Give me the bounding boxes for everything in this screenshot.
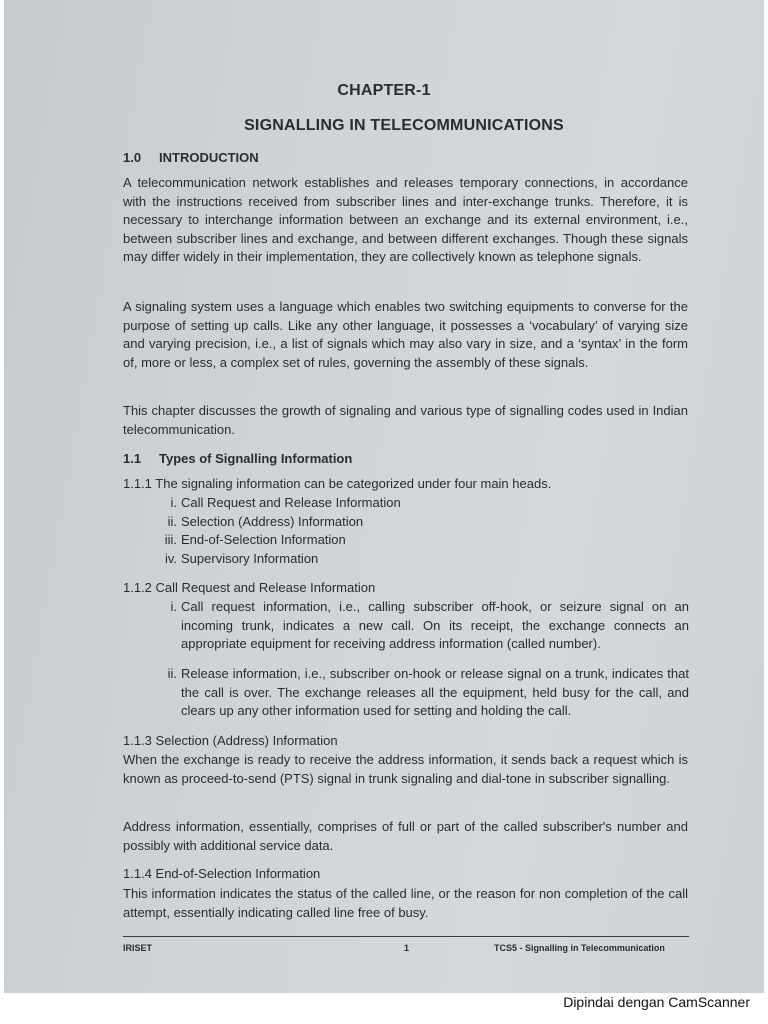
list-item: i. Call request information, i.e., calling subscriber off-hook, or seizure signal on an incoming trunk, indicates a new call. On its receipt, the exchange connects an appropriate equipment for receiving address information (called number). <box>170 599 689 652</box>
list-item: ii. Selection (Address) Information <box>167 513 364 529</box>
footer-page-number: 1 <box>404 943 410 953</box>
paragraph-intro-2: A signaling system uses a language which enables two switching equipments to converse for the purpose of setting up calls. Like any other language, it possesses a ‘vocabulary’ of varying size and varying precision, i.e., a list of signals which may also vary in size, and a ‘syntax’ in the form of, more or less, a complex set of rules, governing the assembly of these signals. <box>123 299 688 370</box>
chapter-title: SIGNALLING IN TELECOMMUNICATIONS <box>244 117 564 134</box>
paragraph-intro-3: This chapter discusses the growth of signaling and various type of signalling codes used in Indian telecommunication. <box>123 403 688 437</box>
chapter-heading: CHAPTER-1 <box>337 82 431 99</box>
section-number: 1.1 <box>123 451 142 466</box>
section-number: 1.0 <box>123 150 142 165</box>
subsection-1-1-1: 1.1.1 The signaling information can be categorized under four main heads. <box>123 476 552 491</box>
subsection-1-1-4: 1.1.4 End-of-Selection Information <box>123 866 321 881</box>
list-item: i. Call Request and Release Information <box>170 495 401 510</box>
footer-org: IRISET <box>123 943 153 953</box>
paragraph-selection-2: Address information, essentially, comprises of full or part of the called subscriber's number and possibly with additional service data. <box>123 819 688 853</box>
footer-course-title: TCS5 - Signalling in Telecommunication <box>494 943 665 953</box>
section-title: Types of Signalling Information <box>159 451 353 466</box>
section-heading-1-0 <box>123 150 259 165</box>
scanned-page <box>4 0 764 993</box>
section-heading-1-1 <box>123 451 352 466</box>
footer-divider <box>123 936 689 937</box>
paragraph-selection-1: When the exchange is ready to receive the address information, it sends back a request which is known as proceed-to-send (PTS) signal in trunk signaling and dial-tone in subscriber signalling. <box>123 752 688 786</box>
scanner-watermark: Dipindai dengan CamScanner <box>563 994 750 1010</box>
subsection-1-1-2: 1.1.2 Call Request and Release Information <box>123 580 376 595</box>
paragraph-end-of-selection: This information indicates the status of the called line, or the reason for non completion of the call attempt, essentially indicating called line free of busy. <box>123 886 688 920</box>
list-signal-categories <box>154 494 401 568</box>
section-title: INTRODUCTION <box>159 150 259 165</box>
list-item: iv. Supervisory Information <box>164 550 319 566</box>
subsection-1-1-3: 1.1.3 Selection (Address) Information <box>123 733 338 748</box>
list-item: ii. Release information, i.e., subscriber on-hook or release signal on a trunk, indicates that the call is over. The exchange releases all the equipment, held busy for the call, and clears up any other information used for setting and holding the call. <box>167 666 689 719</box>
list-item: iii. End-of-Selection Information <box>164 532 346 548</box>
paragraph-intro-1: A telecommunication network establishes and releases temporary connections, in accordance with the instructions received from subscriber lines and inter-exchange trunks. Therefore, it is necessary to interchange information between an exchange and its external environment, i.e., between subscriber lines and exchange, and between different exchanges. Though these signals may differ widely in their implementation, they are collectively known as telephone signals. <box>123 175 688 265</box>
